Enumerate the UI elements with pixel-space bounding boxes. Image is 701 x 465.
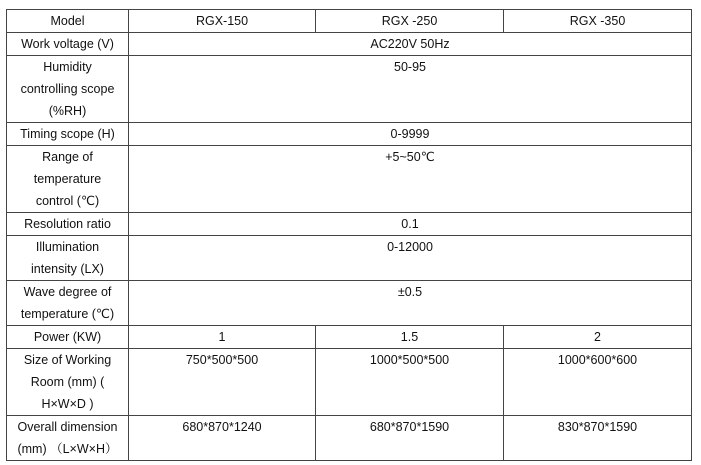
table-row — [7, 416, 692, 461]
row-label: Power (KW) — [7, 326, 129, 349]
table-row — [7, 213, 692, 236]
table-row — [7, 349, 692, 416]
row-label: Wave degree of temperature (℃) — [7, 281, 129, 326]
row-value: 1000*500*500 — [316, 349, 504, 416]
table-row — [7, 56, 692, 123]
row-value: AC220V 50Hz — [129, 33, 692, 56]
row-value: 1000*600*600 — [504, 349, 692, 416]
row-value: 0-12000 — [129, 236, 692, 281]
row-value: 750*500*500 — [129, 349, 316, 416]
row-value: 680*870*1240 — [129, 416, 316, 461]
table-header-row — [7, 10, 692, 33]
table-row — [7, 123, 692, 146]
header-label-cell: Model — [7, 10, 129, 33]
row-value: 2 — [504, 326, 692, 349]
table-row — [7, 146, 692, 213]
model-header-cell: RGX -350 — [504, 10, 692, 33]
row-label: Range of temperature control (℃) — [7, 146, 129, 213]
row-value: ±0.5 — [129, 281, 692, 326]
row-value: 50-95 — [129, 56, 692, 123]
row-label: Size of Working Room (mm) ( H×W×D ) — [7, 349, 129, 416]
spec-table — [6, 9, 692, 461]
table-row — [7, 281, 692, 326]
row-value: 0.1 — [129, 213, 692, 236]
model-header-cell: RGX -250 — [316, 10, 504, 33]
row-value: 1.5 — [316, 326, 504, 349]
model-header-cell: RGX-150 — [129, 10, 316, 33]
row-label: Resolution ratio — [7, 213, 129, 236]
table-row — [7, 326, 692, 349]
table-row — [7, 33, 692, 56]
row-value: 680*870*1590 — [316, 416, 504, 461]
row-label: Overall dimension (mm) （L×W×H） — [7, 416, 129, 461]
row-value: +5~50℃ — [129, 146, 692, 213]
table-row — [7, 236, 692, 281]
row-label: Illumination intensity (LX) — [7, 236, 129, 281]
row-value: 830*870*1590 — [504, 416, 692, 461]
row-label: Work voltage (V) — [7, 33, 129, 56]
row-label: Humidity controlling scope (%RH) — [7, 56, 129, 123]
row-value: 0-9999 — [129, 123, 692, 146]
row-value: 1 — [129, 326, 316, 349]
row-label: Timing scope (H) — [7, 123, 129, 146]
